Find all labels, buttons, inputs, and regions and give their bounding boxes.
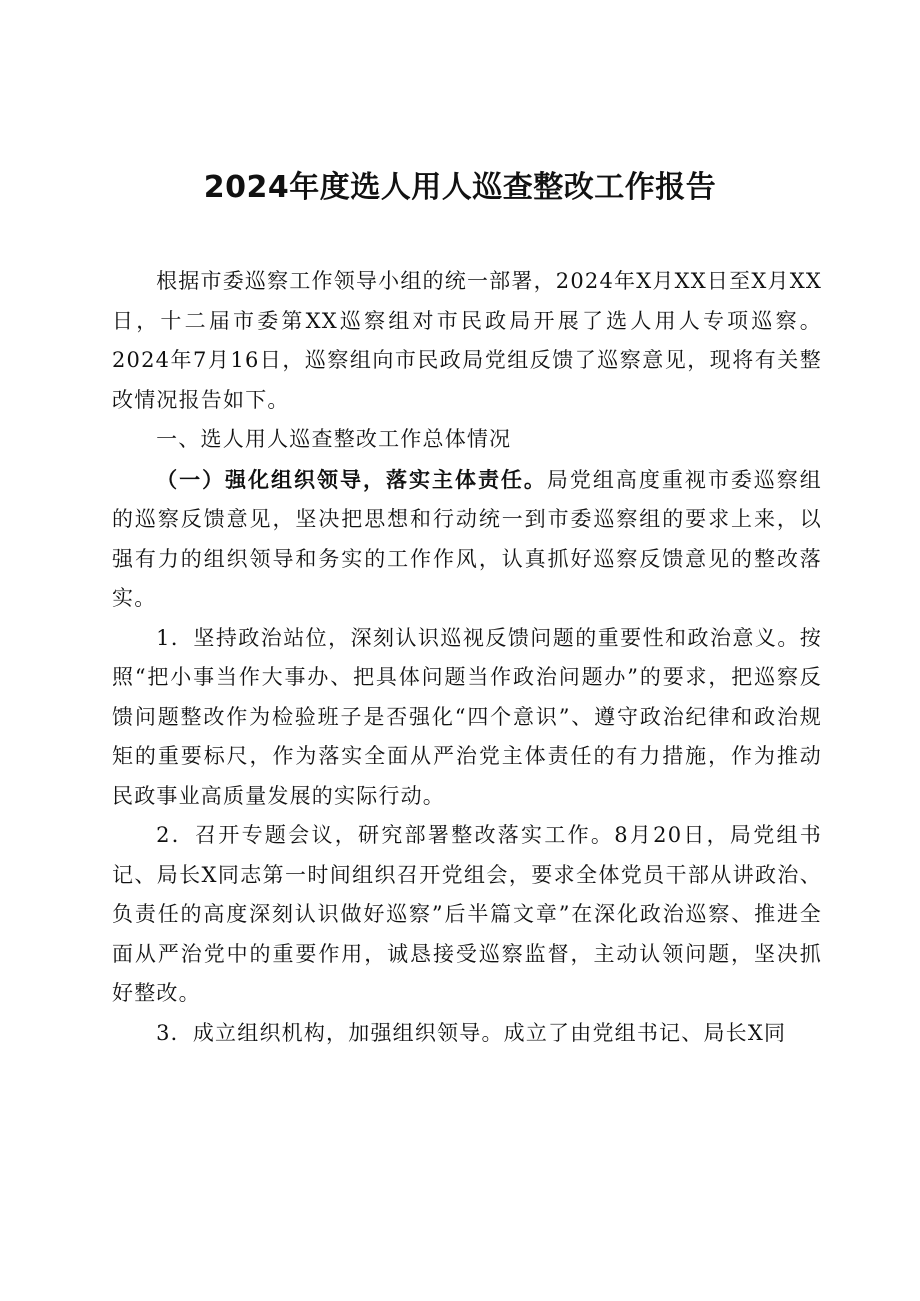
list-item-3: 3．成立组织机构，加强组织领导。成立了由党组书记、局长X同 [156,1020,787,1045]
document-title: 2024年度选人用人巡查整改工作报告 [203,170,717,205]
list-item-2: 2．召开专题会议，研究部署整改落实工作。8月20日，局党组书记、局长X同志第一时间组织召开党组会，要求全体党员干部从讲政治、负责任的高度深刻认识做好巡察”后半篇文章”在深化政治巡察、推进全面从严治党中的重要作用，诚恳接受巡察监督，主动认领问题，坚决抓好整改。 [112,823,822,1005]
section-heading: 一、选人用人巡查整改工作总体情况 [156,427,512,451]
subsection-heading: （一）强化组织领导，落实主体责任。 [156,466,547,492]
subsection-body: 局党组高度重视市委巡察组的巡察反馈意见，坚决把思想和行动统一到市委巡察组的要求上来，以强有力的组织领导和务实的工作作风，认真抓好巡察反馈意见的整改落实。 [112,467,822,610]
list-item-1: 1．坚持政治站位，深刻认识巡视反馈问题的重要性和政治意义。按照“把小事当作大事办、把具体问题当作政治问题办”的要求，把巡察反馈问题整改作为检验班子是否强化“四个意识”、遵守政治纪律和政治规矩的重要标尺，作为落实全面从严治党主体责任的有力措施，作为推动民政事业高质量发展的实际行动。 [112,625,822,808]
subsection-paragraph [112,460,822,619]
document-body [112,262,822,1053]
intro-paragraph: 根据市委巡察工作领导小组的统一部署，2024年X月XX日至X月XX日，十二届市委第XX巡察组对市民政局开展了选人用人专项巡察。2024年7月16日，巡察组向市民政局党组反馈了巡察意见，现将有关整改情况报告如下。 [112,269,822,412]
